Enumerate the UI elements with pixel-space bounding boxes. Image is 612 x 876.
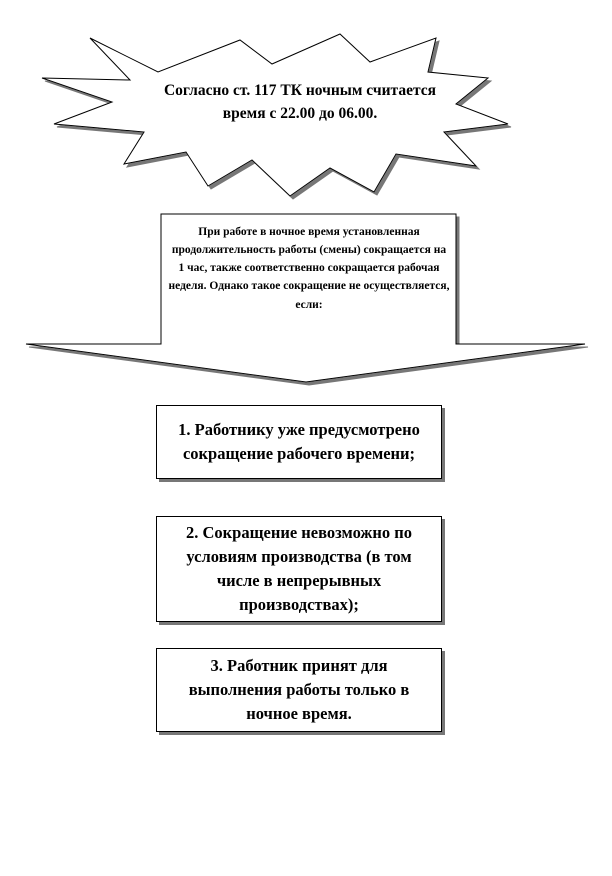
condition-box-1: 1. Работнику уже предусмотрено сокращение рабочего времени;: [156, 405, 442, 479]
condition-box-2: 2. Сокращение невозможно по условиям производства (в том числе в непрерывных производствах);: [156, 516, 442, 622]
callout-text: При работе в ночное время установленная продолжительность работы (смены) сокращается на 1 час, также соответственно сокращается рабочая неделя. Однако такое сокращение не осуществляется, если:: [168, 226, 450, 311]
condition-box-3: 3. Работник принят для выполнения работы только в ночное время.: [156, 648, 442, 732]
starburst-text: Согласно ст. 117 ТК ночным считается время с 22.00 до 06.00.: [163, 82, 437, 123]
